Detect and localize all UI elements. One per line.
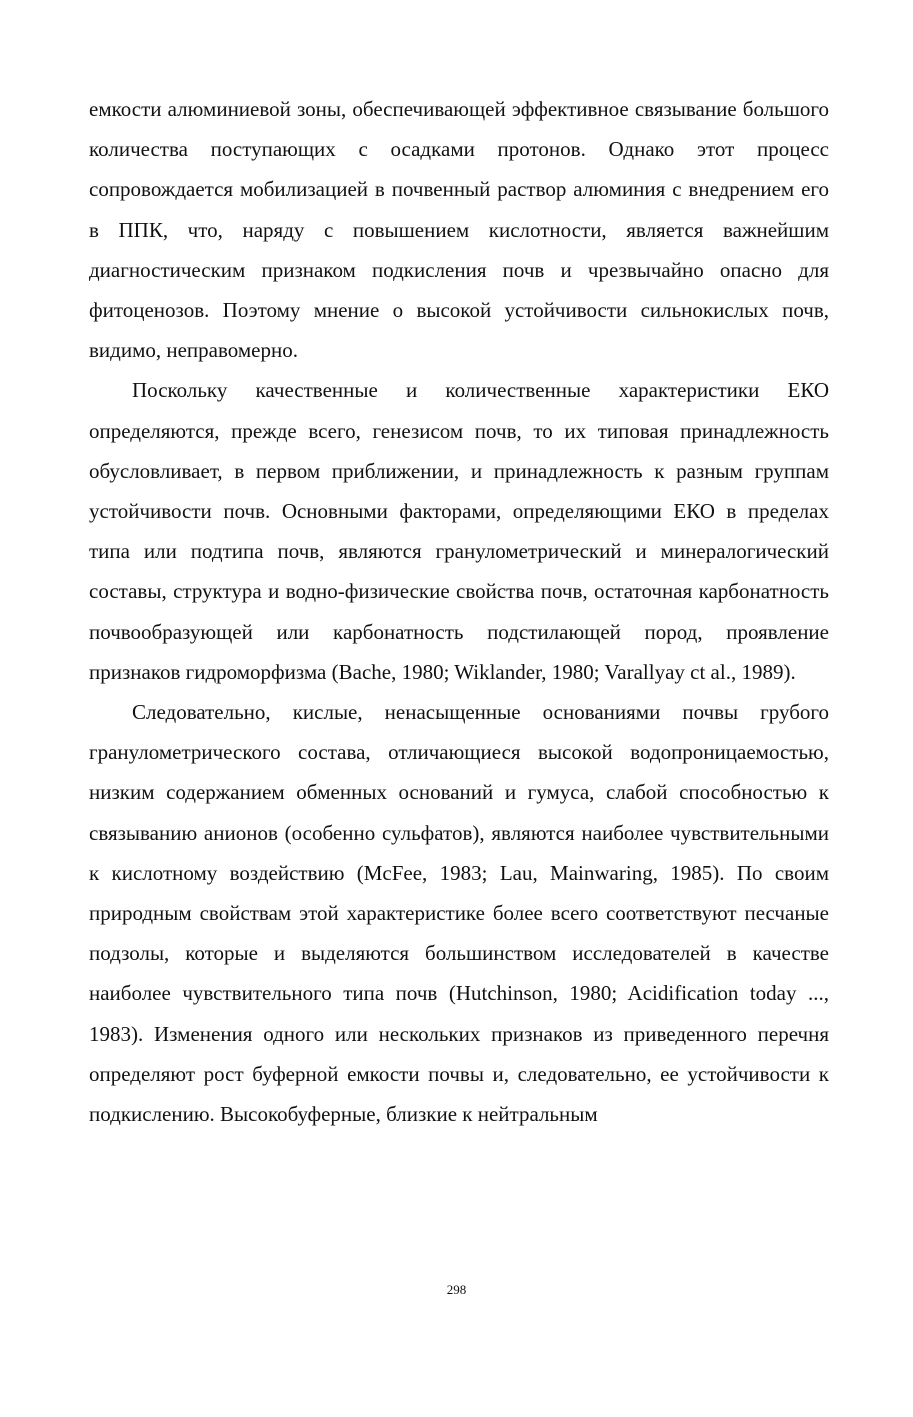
page-number: 298 <box>446 1282 467 1297</box>
paragraph-2: Поскольку качественные и количественные характеристики ЕКО определяются, прежде всего, генезисом почв, то их типовая принадлежность обусловливает, в первом приближении, и принадлежность к разным группам устойчивости почв. Основными факторами, определяющими ЕКО в пределах типа или подтипа почв, являются гранулометрический и минералогический составы, структура и водно-физические свойства почв, остаточная карбонатность почвообразующей или карбонатность подстилающей пород, проявление признаков гидроморфизма (Bache, 1980; Wiklander, 1980; Varallyay ct al., 1989). <box>89 378 829 684</box>
paragraph-1: емкости алюминиевой зоны, обеспечивающей эффективное связывание большого количества поступающих с осадками протонов. Однако этот процесс сопровождается мобилизацией в почвенный раствор алюминия с внедрением его в ППК, что, наряду с повышением кислотности, является важнейшим диагностическим признаком подкисления почв и чрезвычайно опасно для фитоценозов. Поэтому мнение о высокой устойчивости сильнокислых почв, видимо, неправомерно. <box>89 97 829 363</box>
paragraph-3: Следовательно, кислые, ненасыщенные основаниями почвы грубого гранулометрического состава, отличающиеся высокой водопроницаемостью, низким содержанием обменных оснований и гумуса, слабой способностью к связыванию анионов (особенно сульфатов), являются наиболее чувствительными к кислотному воздействию (McFee, 1983; Lau, Mainwaring, 1985). По своим природным свойствам этой характеристике более всего соответствуют песчаные подзолы, которые и выделяются большинством исследователей в качестве наиболее чувствительного типа почв (Hutchinson, 1980; Acidification today ..., 1983). Изменения одного или нескольких признаков из приведенного перечня определяют рост буферной емкости почвы и, следовательно, ее устойчивости к подкислению. Высокобуферные, близкие к нейтральным <box>89 700 829 1127</box>
body-text <box>89 89 829 1134</box>
